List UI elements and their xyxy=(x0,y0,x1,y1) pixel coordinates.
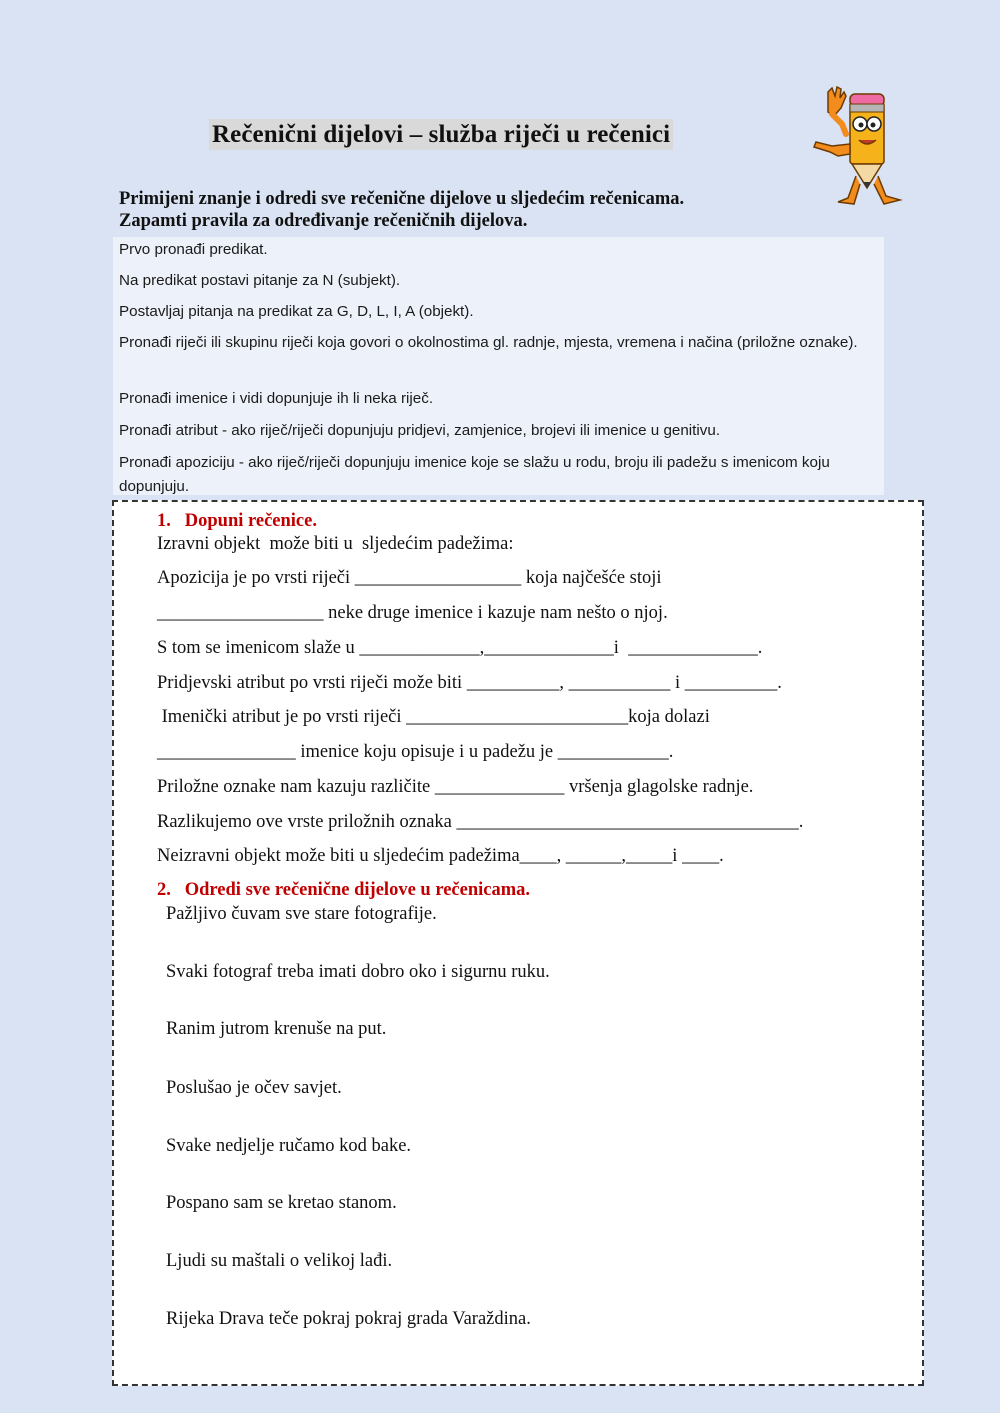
exercise-box xyxy=(112,500,924,1386)
exercise-sentence: Svake nedjelje ručamo kod bake. xyxy=(166,1136,412,1156)
exercise-sentence: Poslušao je očev savjet. xyxy=(166,1078,342,1098)
fill-line: _______________ imenice koju opisuje i u padežu je ____________. xyxy=(157,742,674,762)
rules-panel xyxy=(113,237,884,495)
fill-line: Priložne oznake nam kazuju različite ______________ vršenja glagolske radnje. xyxy=(157,777,754,797)
rule-item: Prvo pronađi predikat. xyxy=(119,241,268,258)
fill-line: S tom se imenicom slaže u _____________,______________i ______________. xyxy=(157,638,763,658)
rule-item: Pronađi imenice i vidi dopunjuje ih li neka riječ. xyxy=(119,390,434,407)
fill-line: Razlikujemo ove vrste priložnih oznaka _____________________________________. xyxy=(157,812,804,832)
rule-item: Pronađi apoziciju - ako riječ/riječi dopunjuju imenice koje se slažu u rodu, broju ili padežu s imenicom koju dopunjuju. xyxy=(119,454,830,495)
fill-line: Neizravni objekt može biti u sljedećim padežima____, ______,_____i ____. xyxy=(157,846,724,866)
fill-line: __________________ neke druge imenice i kazuje nam nešto o njoj. xyxy=(157,603,668,623)
exercise-sentence: Pažljivo čuvam sve stare fotografije. xyxy=(166,904,437,924)
page-title: Rečenični dijelovi – služba riječi u rečenici xyxy=(209,119,673,150)
fill-line: Imenički atribut je po vrsti riječi ________________________koja dolazi xyxy=(157,707,710,727)
section-1-heading: 1. Dopuni rečenice. xyxy=(157,511,317,531)
fill-line: Apozicija je po vrsti riječi __________________ koja najčešće stoji xyxy=(157,568,662,588)
exercise-sentence: Rijeka Drava teče pokraj pokraj grada Varaždina. xyxy=(166,1309,531,1329)
exercise-sentence: Pospano sam se kretao stanom. xyxy=(166,1193,397,1213)
exercise-sentence: Ljudi su maštali o velikoj lađi. xyxy=(166,1251,393,1271)
rule-item: Na predikat postavi pitanje za N (subjekt). xyxy=(119,272,401,289)
fill-line: Izravni objekt može biti u sljedećim padežima: xyxy=(157,534,514,554)
rule-item: Postavljaj pitanja na predikat za G, D, L, I, A (objekt). xyxy=(119,303,474,320)
intro-instructions xyxy=(119,188,684,232)
exercise-sentence: Svaki fotograf treba imati dobro oko i sigurnu ruku. xyxy=(166,962,550,982)
rule-item: Pronađi riječi ili skupinu riječi koja govori o okolnostima gl. radnje, mjesta, vremena i načina (priložne oznake). xyxy=(119,334,858,351)
pencil-mascot-icon xyxy=(808,84,908,208)
fill-line: Pridjevski atribut po vrsti riječi može biti __________, ___________ i __________. xyxy=(157,673,782,693)
rule-item: Pronađi atribut - ako riječ/riječi dopunjuju pridjevi, zamjenice, brojevi ili imenice u genitivu. xyxy=(119,422,721,439)
intro-line-1: Primijeni znanje i odredi sve rečenične dijelove u sljedećim rečenicama. xyxy=(119,189,685,209)
section-2-heading: 2. Odredi sve rečenične dijelove u rečenicama. xyxy=(157,880,531,900)
exercise-sentence: Ranim jutrom krenuše na put. xyxy=(166,1019,387,1039)
intro-line-2: Zapamti pravila za određivanje rečeničnih dijelova. xyxy=(119,211,528,231)
